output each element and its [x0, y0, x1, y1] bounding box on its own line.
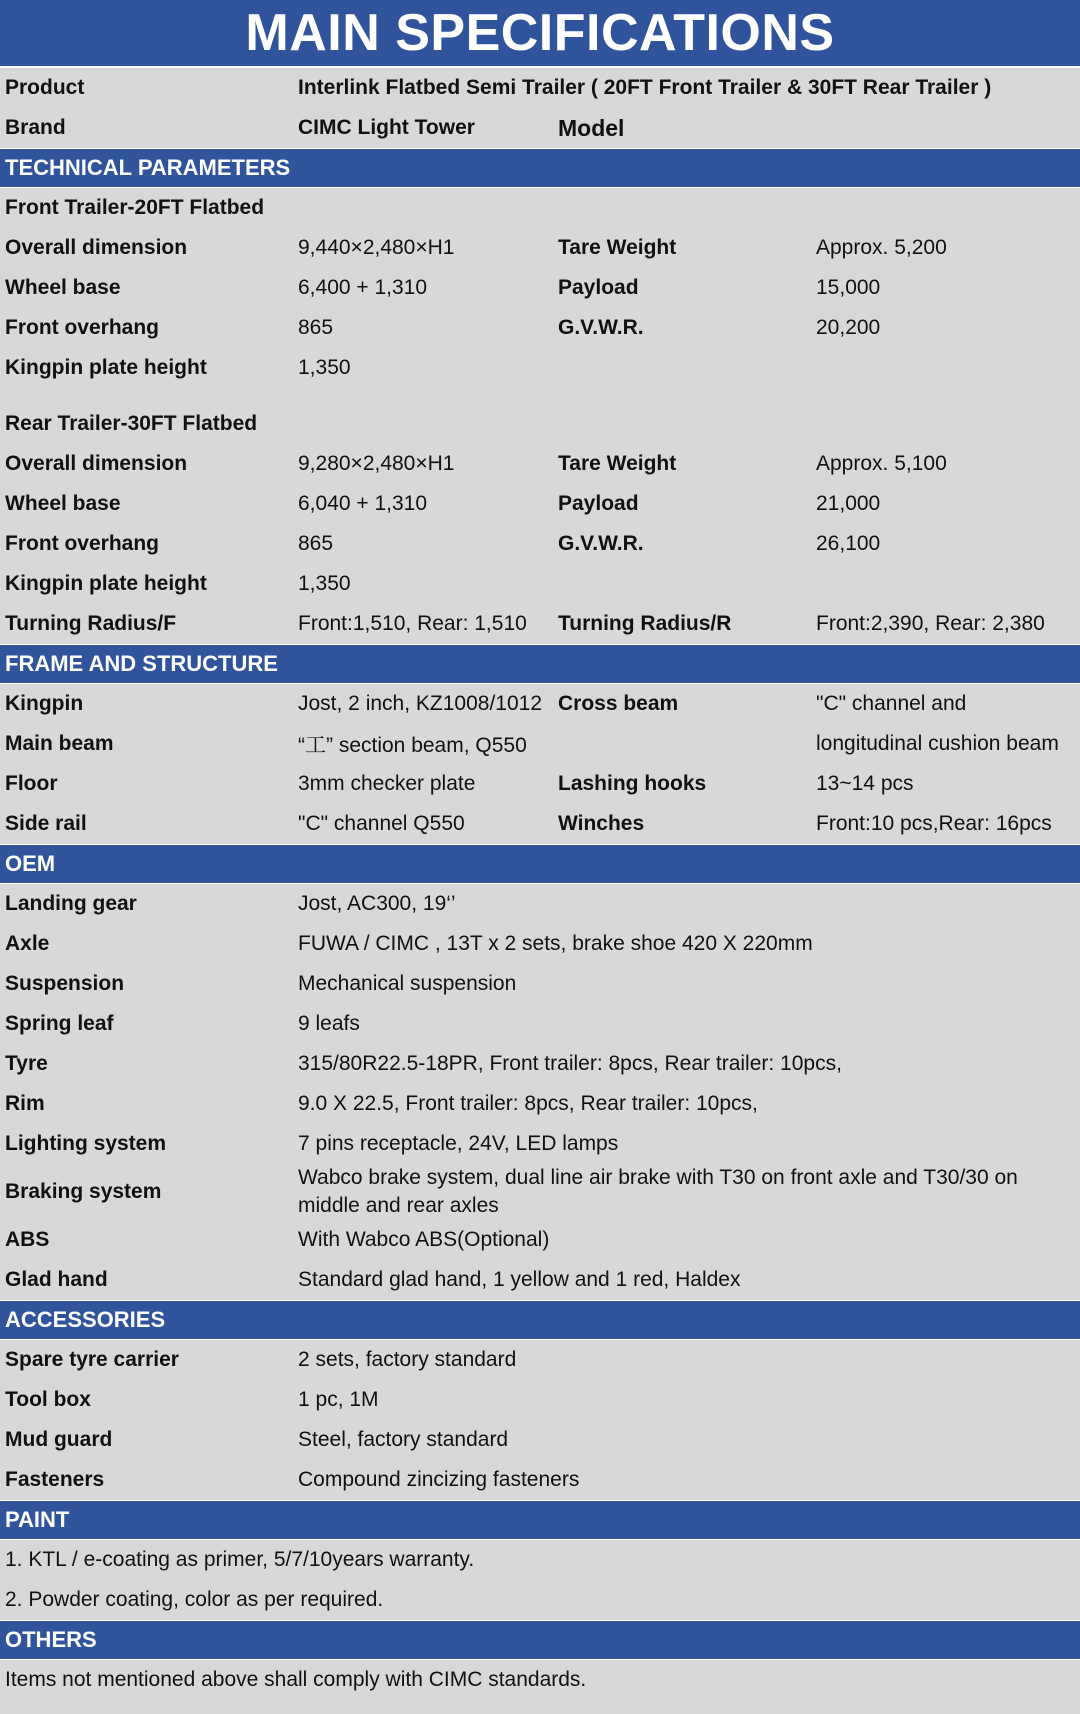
spec-label: Mud guard [5, 1428, 113, 1451]
rear-trailer-title-row [0, 404, 1080, 444]
spec-label: Landing gear [5, 892, 137, 915]
spec-row [0, 1460, 1080, 1500]
spec-row [0, 348, 1080, 388]
spec-value: Approx. 5,100 [816, 452, 947, 475]
brand-value: CIMC Light Tower [298, 116, 475, 139]
spec-label: Braking system [5, 1180, 162, 1203]
spec-row [0, 444, 1080, 484]
spec-label: Glad hand [5, 1268, 108, 1291]
spec-label: Overall dimension [5, 452, 188, 475]
spacer-row [0, 388, 1080, 404]
spec-value: “工” section beam, Q550 [298, 734, 527, 757]
spec-label: Spare tyre carrier [5, 1348, 179, 1371]
spec-row [0, 524, 1080, 564]
spec-value: 7 pins receptacle, 24V, LED lamps [298, 1132, 619, 1155]
spec-value: 865 [298, 316, 334, 339]
spec-row [0, 804, 1080, 844]
spec-label: Turning Radius/R [558, 612, 732, 635]
spec-label: Overall dimension [5, 236, 188, 259]
spec-value: Jost, 2 inch, KZ1008/1012 [298, 692, 542, 715]
spec-value: Mechanical suspension [298, 972, 517, 995]
spec-value: Front:2,390, Rear: 2,380 [816, 612, 1045, 635]
spec-label: Wheel base [5, 276, 121, 299]
spec-value: 1,350 [298, 572, 351, 595]
spec-label: Tool box [5, 1388, 91, 1411]
spec-row [0, 1340, 1080, 1380]
section-frame-structure: FRAME AND STRUCTURE [0, 644, 1080, 684]
model-label: Model [558, 114, 625, 141]
spec-row [0, 308, 1080, 348]
spec-label: Tyre [5, 1052, 48, 1075]
spec-label: Side rail [5, 812, 87, 835]
spec-value: 315/80R22.5-18PR, Front trailer: 8pcs, Rear trailer: 10pcs, [298, 1052, 842, 1075]
spec-row [0, 1220, 1080, 1260]
others-row [0, 1660, 1080, 1700]
spec-label: ABS [5, 1228, 50, 1251]
rear-trailer-title: Rear Trailer-30FT Flatbed [5, 412, 258, 435]
page-title: MAIN SPECIFICATIONS [0, 0, 1080, 68]
spec-label: Front overhang [5, 316, 160, 339]
spec-label: G.V.W.R. [558, 532, 644, 555]
spec-label: Payload [558, 492, 639, 515]
spec-row [0, 228, 1080, 268]
spec-value: Approx. 5,200 [816, 236, 947, 259]
spec-row [0, 1164, 1080, 1220]
spec-value: "C" channel and [816, 692, 967, 715]
others-text: Items not mentioned above shall comply with CIMC standards. [5, 1668, 587, 1691]
spec-value: 9,280×2,480×H1 [298, 452, 455, 475]
spec-row [0, 884, 1080, 924]
oem-rows [0, 884, 1080, 1300]
spec-label: G.V.W.R. [558, 316, 644, 339]
spec-row [0, 1004, 1080, 1044]
spec-label: Fasteners [5, 1468, 105, 1491]
spec-label: Kingpin [5, 692, 84, 715]
spec-value: FUWA / CIMC , 13T x 2 sets, brake shoe 420 X 220mm [298, 932, 813, 955]
spec-label: Winches [558, 812, 645, 835]
spec-label: Turning Radius/F [5, 612, 177, 635]
accessories-rows [0, 1340, 1080, 1500]
spec-row [0, 484, 1080, 524]
front-trailer-title-row [0, 188, 1080, 228]
section-paint: PAINT [0, 1500, 1080, 1540]
spec-label: Lighting system [5, 1132, 167, 1155]
paint-text: 1. KTL / e-coating as primer, 5/7/10years warranty. [5, 1548, 475, 1571]
spec-row [0, 724, 1080, 764]
spec-row [0, 684, 1080, 724]
spec-value: 9.0 X 22.5, Front trailer: 8pcs, Rear trailer: 10pcs, [298, 1092, 758, 1115]
spec-label: Wheel base [5, 492, 121, 515]
spec-row [0, 1044, 1080, 1084]
spec-value: 21,000 [816, 492, 881, 515]
product-row [0, 68, 1080, 108]
spec-label: Tare Weight [558, 236, 677, 259]
spec-value: Steel, factory standard [298, 1428, 509, 1451]
spec-value: 2 sets, factory standard [298, 1348, 517, 1371]
spec-value: 6,040 + 1,310 [298, 492, 428, 515]
front-trailer-title: Front Trailer-20FT Flatbed [5, 196, 265, 219]
spec-value: "C" channel Q550 [298, 812, 465, 835]
spec-value: 865 [298, 532, 334, 555]
spec-label: Spring leaf [5, 1012, 114, 1035]
spec-value: Wabco brake system, dual line air brake with T30 on front axle and T30/30 on middle and rear axles [298, 1166, 1018, 1217]
spec-value: 15,000 [816, 276, 881, 299]
spec-value: 6,400 + 1,310 [298, 276, 428, 299]
spec-value: Compound zincizing fasteners [298, 1468, 580, 1491]
frame-rows [0, 684, 1080, 844]
spec-label: Kingpin plate height [5, 572, 207, 595]
section-others: OTHERS [0, 1620, 1080, 1660]
spec-value: Front:1,510, Rear: 1,510 [298, 612, 527, 635]
brand-label: Brand [5, 116, 66, 139]
spec-value: 9,440×2,480×H1 [298, 236, 455, 259]
spec-row [0, 564, 1080, 604]
spec-value: 1,350 [298, 356, 351, 379]
spec-label: Payload [558, 276, 639, 299]
spec-label: Rim [5, 1092, 45, 1115]
spec-value: 26,100 [816, 532, 881, 555]
spec-row [0, 964, 1080, 1004]
spec-row [0, 1380, 1080, 1420]
spec-label: Tare Weight [558, 452, 677, 475]
spec-value: Jost, AC300, 19‘’ [298, 892, 456, 915]
spec-label: Suspension [5, 972, 125, 995]
spec-value: longitudinal cushion beam [816, 732, 1059, 755]
spec-row [0, 1420, 1080, 1460]
spec-row [0, 924, 1080, 964]
spec-row [0, 1084, 1080, 1124]
spec-value: With Wabco ABS(Optional) [298, 1228, 550, 1251]
spec-row [0, 1124, 1080, 1164]
spec-value: 13~14 pcs [816, 772, 914, 795]
front-trailer-rows [0, 228, 1080, 388]
spec-row [0, 268, 1080, 308]
spec-label: Cross beam [558, 692, 679, 715]
spec-label: Floor [5, 772, 58, 795]
section-technical-parameters: TECHNICAL PARAMETERS [0, 148, 1080, 188]
spec-value: 3mm checker plate [298, 772, 476, 795]
spec-value: 1 pc, 1M [298, 1388, 379, 1411]
spec-row [0, 1260, 1080, 1300]
spec-value: 9 leafs [298, 1012, 360, 1035]
paint-rows [0, 1540, 1080, 1620]
spec-row [0, 604, 1080, 644]
spec-value: Standard glad hand, 1 yellow and 1 red, Haldex [298, 1268, 741, 1291]
paint-line [0, 1580, 1080, 1620]
spec-label: Front overhang [5, 532, 160, 555]
rear-trailer-rows [0, 444, 1080, 644]
section-accessories: ACCESSORIES [0, 1300, 1080, 1340]
paint-text: 2. Powder coating, color as per required. [5, 1588, 384, 1611]
brand-row [0, 108, 1080, 148]
spec-label: Axle [5, 932, 50, 955]
spec-value: Front:10 pcs,Rear: 16pcs [816, 812, 1052, 835]
paint-line [0, 1540, 1080, 1580]
product-label: Product [5, 76, 85, 99]
spec-row [0, 764, 1080, 804]
spec-label: Main beam [5, 732, 114, 755]
product-value: Interlink Flatbed Semi Trailer ( 20FT Front Trailer & 30FT Rear Trailer ) [298, 76, 992, 99]
spec-label: Kingpin plate height [5, 356, 207, 379]
spec-value: 20,200 [816, 316, 881, 339]
spec-label: Lashing hooks [558, 772, 707, 795]
section-oem: OEM [0, 844, 1080, 884]
